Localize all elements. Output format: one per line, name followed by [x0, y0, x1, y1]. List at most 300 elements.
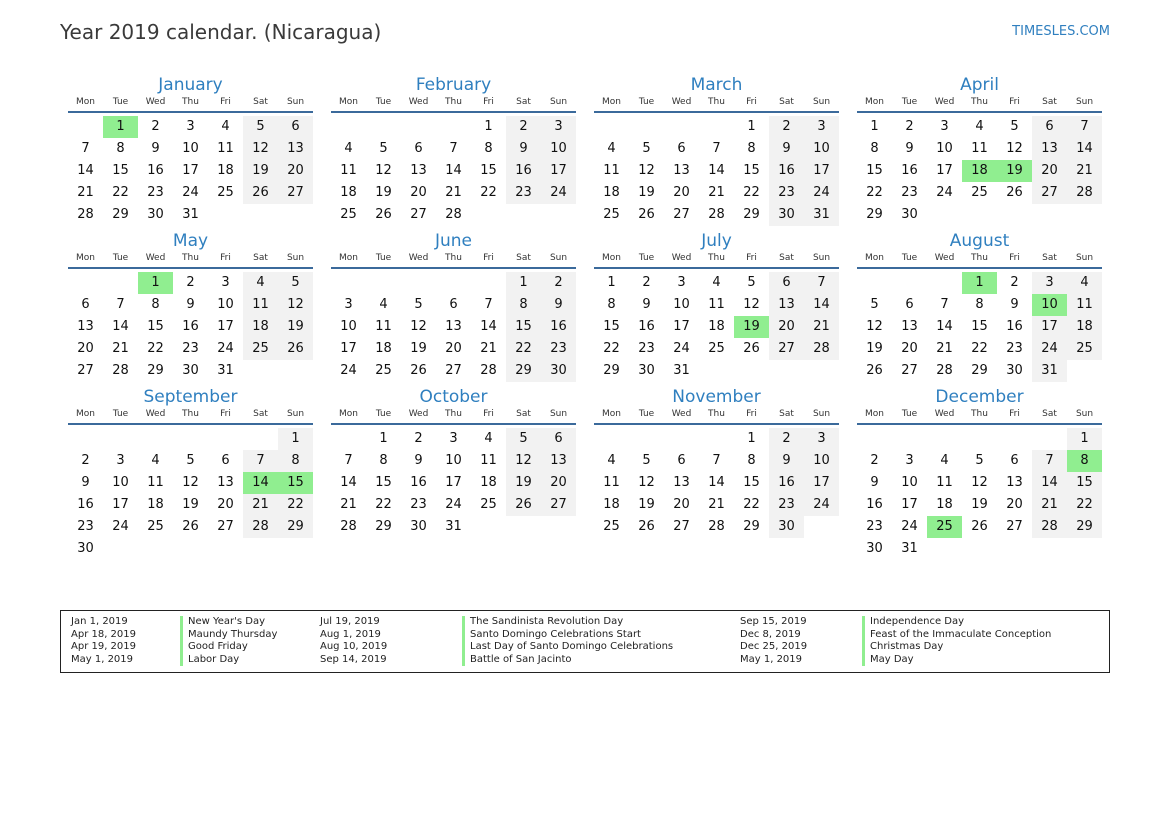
day-cell: 24	[804, 182, 839, 204]
weekday-label: Sat	[1042, 97, 1057, 107]
day-cell: 3	[905, 453, 914, 468]
day-cell: 30	[147, 207, 164, 222]
day-cell: 14	[1032, 472, 1067, 494]
day-cell: 16	[638, 319, 655, 334]
day-cell: 5	[1010, 119, 1019, 134]
weekday-header	[594, 408, 839, 425]
weekday-label: Sat	[1042, 253, 1057, 263]
day-cell: 9	[642, 297, 651, 312]
day-cell: 29	[506, 360, 541, 382]
weekday-label: Tue	[901, 409, 918, 419]
day-cell: 7	[940, 297, 949, 312]
day-cell: 8	[151, 297, 160, 312]
day-cell: 7	[344, 453, 353, 468]
day-cell: 5	[379, 141, 388, 156]
month-january	[68, 74, 313, 226]
empty-cell	[857, 272, 892, 294]
day-cell: 14	[112, 319, 129, 334]
holiday-name: Santo Domingo Celebrations Start	[462, 629, 673, 642]
day-cell: 21	[77, 185, 94, 200]
month-name: May	[172, 231, 209, 251]
day-cell: 27	[1032, 182, 1067, 204]
month-name: March	[690, 75, 743, 95]
day-cell: 9	[870, 475, 879, 490]
weekday-label: Sun	[812, 253, 831, 263]
day-cell: 31	[804, 204, 839, 226]
empty-cell	[68, 272, 103, 294]
day-cell: 13	[77, 319, 94, 334]
day-cell: 4	[243, 272, 278, 294]
day-cell: 1	[1067, 428, 1102, 450]
day-cell: 15	[1067, 472, 1102, 494]
day-cell: 21	[112, 341, 129, 356]
day-cell: 12	[638, 163, 655, 178]
day-cell: 31	[217, 363, 234, 378]
weekday-label: Wed	[408, 97, 429, 107]
empty-cell	[103, 272, 138, 294]
day-cell: 11	[971, 141, 988, 156]
day-cell: 20	[1006, 497, 1023, 512]
day-cell: 17	[340, 341, 357, 356]
day-cell: 7	[116, 297, 125, 312]
empty-cell	[436, 272, 471, 294]
day-cell: 6	[1010, 453, 1019, 468]
weekday-header	[331, 96, 576, 113]
weekday-label: Sun	[812, 409, 831, 419]
day-cell: 23	[1006, 341, 1023, 356]
day-cell: 31	[445, 519, 462, 534]
weekday-label: Wed	[671, 409, 692, 419]
holiday-date: May 1, 2019	[71, 653, 134, 665]
day-cell: 3	[449, 431, 458, 446]
holiday-legend	[60, 610, 1110, 673]
empty-cell	[471, 272, 506, 294]
empty-cell	[208, 428, 243, 450]
day-cell: 7	[449, 141, 458, 156]
day-cell: 15	[480, 163, 497, 178]
month-may	[68, 230, 313, 382]
day-cell: 1	[506, 272, 541, 294]
weekday-header	[68, 252, 313, 269]
day-cell: 19	[243, 160, 278, 182]
day-cell: 6	[278, 116, 313, 138]
day-cell: 16	[410, 475, 427, 490]
weekday-label: Mon	[76, 253, 95, 263]
day-cell: 15	[743, 163, 760, 178]
day-cell: 4	[940, 453, 949, 468]
day-cell: 20	[769, 316, 804, 338]
empty-cell	[927, 428, 962, 450]
day-cell: 13	[445, 319, 462, 334]
day-cell: 5	[186, 453, 195, 468]
day-cell: 10	[673, 297, 690, 312]
day-cell: 19	[866, 341, 883, 356]
weekday-label: Sun	[286, 253, 305, 263]
holiday-date: Apr 18, 2019	[71, 628, 137, 640]
day-cell: 30	[77, 541, 94, 556]
day-cell: 18	[1067, 316, 1102, 338]
day-cell: 17	[804, 472, 839, 494]
weekday-label: Wed	[145, 253, 166, 263]
empty-cell	[401, 116, 436, 138]
weekday-label: Sat	[516, 97, 531, 107]
day-cell: 3	[940, 119, 949, 134]
weekday-label: Thu	[708, 253, 725, 263]
day-cell: 16	[901, 163, 918, 178]
legend-dates-column	[71, 616, 136, 666]
day-cell: 8	[379, 453, 388, 468]
day-cell: 17	[445, 475, 462, 490]
day-cell: 2	[506, 116, 541, 138]
day-cell: 22	[375, 497, 392, 512]
day-cell: 24	[217, 341, 234, 356]
day-grid	[68, 272, 313, 382]
day-cell: 16	[147, 163, 164, 178]
day-cell: 4	[484, 431, 493, 446]
weekday-label: Sat	[779, 97, 794, 107]
day-cell: 13	[673, 163, 690, 178]
weekday-label: Mon	[865, 253, 884, 263]
day-cell: 22	[743, 185, 760, 200]
day-cell: 14	[77, 163, 94, 178]
weekday-label: Sun	[549, 253, 568, 263]
holiday-day-cell: 18	[962, 160, 997, 182]
month-name: August	[949, 231, 1010, 251]
day-cell: 25	[217, 185, 234, 200]
weekday-label: Sun	[812, 97, 831, 107]
day-cell: 23	[147, 185, 164, 200]
day-cell: 4	[151, 453, 160, 468]
day-cell: 17	[541, 160, 576, 182]
day-cell: 7	[81, 141, 90, 156]
day-cell: 28	[804, 338, 839, 360]
holiday-name: Christmas Day	[862, 641, 1051, 654]
weekday-label: Tue	[901, 253, 918, 263]
day-cell: 2	[905, 119, 914, 134]
holiday-name: Labor Day	[180, 654, 277, 667]
weekday-label: Thu	[971, 97, 988, 107]
month-march	[594, 74, 839, 226]
day-cell: 19	[278, 316, 313, 338]
day-cell: 21	[936, 341, 953, 356]
weekday-label: Fri	[220, 409, 231, 419]
day-cell: 30	[769, 516, 804, 538]
day-cell: 2	[186, 275, 195, 290]
holiday-name: Good Friday	[180, 641, 277, 654]
day-cell: 18	[936, 497, 953, 512]
day-cell: 5	[243, 116, 278, 138]
day-cell: 6	[221, 453, 230, 468]
month-name: June	[434, 231, 473, 251]
weekday-header	[331, 408, 576, 425]
day-cell: 20	[445, 341, 462, 356]
day-cell: 7	[484, 297, 493, 312]
day-cell: 27	[1006, 519, 1023, 534]
day-cell: 8	[747, 141, 756, 156]
holiday-date: Aug 10, 2019	[320, 641, 388, 653]
day-cell: 29	[866, 207, 883, 222]
day-cell: 6	[769, 272, 804, 294]
empty-cell	[68, 428, 103, 450]
empty-cell	[138, 428, 173, 450]
day-cell: 16	[1006, 319, 1023, 334]
day-cell: 4	[344, 141, 353, 156]
weekday-label: Fri	[483, 409, 494, 419]
day-cell: 25	[603, 519, 620, 534]
weekday-label: Sat	[253, 253, 268, 263]
weekday-header	[857, 252, 1102, 269]
day-cell: 1	[484, 119, 493, 134]
day-cell: 15	[147, 319, 164, 334]
day-cell: 5	[414, 297, 423, 312]
day-cell: 17	[936, 163, 953, 178]
month-name: April	[960, 75, 999, 95]
month-october	[331, 386, 576, 560]
day-cell: 26	[375, 207, 392, 222]
day-cell: 31	[673, 363, 690, 378]
day-cell: 24	[1032, 338, 1067, 360]
day-cell: 9	[769, 450, 804, 472]
day-cell: 23	[866, 519, 883, 534]
weekday-label: Tue	[375, 409, 392, 419]
empty-cell	[699, 116, 734, 138]
weekday-label: Sun	[286, 97, 305, 107]
day-cell: 30	[901, 207, 918, 222]
weekday-label: Sun	[549, 409, 568, 419]
day-cell: 12	[743, 297, 760, 312]
weekday-label: Mon	[339, 97, 358, 107]
day-cell: 7	[243, 450, 278, 472]
day-cell: 20	[77, 341, 94, 356]
month-november	[594, 386, 839, 560]
day-cell: 10	[936, 141, 953, 156]
day-cell: 14	[445, 163, 462, 178]
month-february	[331, 74, 576, 226]
day-cell: 6	[905, 297, 914, 312]
weekday-label: Thu	[445, 97, 462, 107]
day-cell: 8	[484, 141, 493, 156]
legend-names-column	[180, 616, 277, 666]
day-cell: 5	[642, 141, 651, 156]
day-cell: 30	[769, 204, 804, 226]
day-cell: 3	[804, 428, 839, 450]
day-cell: 12	[182, 475, 199, 490]
day-cell: 8	[506, 294, 541, 316]
day-cell: 19	[182, 497, 199, 512]
day-cell: 26	[866, 363, 883, 378]
day-cell: 12	[243, 138, 278, 160]
day-cell: 24	[445, 497, 462, 512]
day-cell: 27	[673, 207, 690, 222]
weekday-label: Tue	[112, 97, 129, 107]
day-cell: 16	[77, 497, 94, 512]
day-cell: 20	[1032, 160, 1067, 182]
holiday-date: Sep 14, 2019	[320, 653, 387, 665]
day-cell: 21	[804, 316, 839, 338]
day-cell: 25	[243, 338, 278, 360]
day-cell: 2	[151, 119, 160, 134]
day-cell: 28	[112, 363, 129, 378]
day-cell: 29	[112, 207, 129, 222]
day-cell: 31	[901, 541, 918, 556]
day-cell: 18	[375, 341, 392, 356]
weekday-label: Mon	[865, 409, 884, 419]
day-cell: 26	[506, 494, 541, 516]
site-link[interactable]: TIMESLES.COM	[1012, 24, 1110, 39]
day-cell: 16	[769, 160, 804, 182]
day-cell: 30	[541, 360, 576, 382]
day-cell: 29	[147, 363, 164, 378]
day-grid	[857, 428, 1102, 560]
day-cell: 25	[375, 363, 392, 378]
day-cell: 10	[445, 453, 462, 468]
weekday-label: Sun	[286, 409, 305, 419]
day-cell: 10	[340, 319, 357, 334]
holiday-date: Aug 1, 2019	[320, 628, 381, 640]
empty-cell	[892, 272, 927, 294]
day-cell: 4	[607, 453, 616, 468]
day-cell: 17	[1032, 316, 1067, 338]
empty-cell	[857, 428, 892, 450]
day-cell: 11	[603, 475, 620, 490]
day-cell: 31	[1032, 360, 1067, 382]
weekday-label: Thu	[182, 97, 199, 107]
day-cell: 24	[182, 185, 199, 200]
day-cell: 12	[410, 319, 427, 334]
day-cell: 28	[445, 207, 462, 222]
day-cell: 20	[673, 185, 690, 200]
day-cell: 30	[410, 519, 427, 534]
empty-cell	[436, 116, 471, 138]
weekday-header	[594, 96, 839, 113]
day-cell: 15	[375, 475, 392, 490]
holiday-day-cell: 19	[734, 316, 769, 338]
weekday-label: Wed	[145, 97, 166, 107]
day-cell: 2	[769, 428, 804, 450]
day-cell: 12	[866, 319, 883, 334]
weekday-label: Wed	[408, 253, 429, 263]
day-cell: 19	[410, 341, 427, 356]
day-cell: 26	[971, 519, 988, 534]
day-cell: 21	[708, 497, 725, 512]
day-cell: 27	[769, 338, 804, 360]
day-cell: 14	[480, 319, 497, 334]
weekday-label: Fri	[746, 97, 757, 107]
day-cell: 29	[743, 519, 760, 534]
empty-cell	[366, 116, 401, 138]
day-cell: 26	[182, 519, 199, 534]
day-cell: 10	[804, 138, 839, 160]
empty-cell	[243, 428, 278, 450]
day-cell: 9	[186, 297, 195, 312]
day-cell: 9	[151, 141, 160, 156]
day-cell: 24	[804, 494, 839, 516]
weekday-label: Fri	[483, 253, 494, 263]
day-cell: 2	[414, 431, 423, 446]
day-cell: 2	[769, 116, 804, 138]
holiday-date: Apr 19, 2019	[71, 641, 137, 653]
weekday-label: Mon	[339, 409, 358, 419]
day-cell: 14	[340, 475, 357, 490]
holiday-day-cell: 10	[1032, 294, 1067, 316]
day-cell: 26	[638, 207, 655, 222]
weekday-label: Tue	[375, 253, 392, 263]
day-cell: 18	[243, 316, 278, 338]
day-cell: 9	[81, 475, 90, 490]
day-cell: 9	[905, 141, 914, 156]
day-cell: 11	[603, 163, 620, 178]
day-cell: 18	[603, 497, 620, 512]
day-cell: 27	[901, 363, 918, 378]
day-cell: 3	[677, 275, 686, 290]
day-cell: 28	[936, 363, 953, 378]
day-cell: 30	[182, 363, 199, 378]
weekday-label: Wed	[408, 409, 429, 419]
day-cell: 11	[147, 475, 164, 490]
day-cell: 21	[1032, 494, 1067, 516]
day-cell: 9	[414, 453, 423, 468]
weekday-label: Wed	[671, 97, 692, 107]
weekday-label: Fri	[1009, 253, 1020, 263]
day-cell: 22	[112, 185, 129, 200]
empty-cell	[331, 116, 366, 138]
day-grid	[594, 428, 839, 538]
weekday-label: Mon	[602, 97, 621, 107]
weekday-label: Thu	[708, 409, 725, 419]
holiday-name: Independence Day	[862, 616, 1051, 629]
holiday-day-cell: 14	[243, 472, 278, 494]
empty-cell	[962, 428, 997, 450]
day-cell: 22	[506, 338, 541, 360]
day-cell: 24	[541, 182, 576, 204]
weekday-label: Thu	[708, 97, 725, 107]
day-cell: 28	[1067, 182, 1102, 204]
day-cell: 13	[217, 475, 234, 490]
legend-dates-column	[740, 616, 807, 666]
day-cell: 23	[77, 519, 94, 534]
weekday-label: Wed	[934, 253, 955, 263]
day-grid	[594, 116, 839, 226]
day-cell: 26	[638, 519, 655, 534]
month-name: October	[419, 387, 488, 407]
day-cell: 28	[243, 516, 278, 538]
day-cell: 1	[607, 275, 616, 290]
day-cell: 16	[506, 160, 541, 182]
day-cell: 18	[340, 185, 357, 200]
month-september	[68, 386, 313, 560]
day-cell: 29	[1067, 516, 1102, 538]
weekday-label: Mon	[602, 253, 621, 263]
day-cell: 27	[541, 494, 576, 516]
day-cell: 26	[243, 182, 278, 204]
holiday-day-cell: 1	[962, 272, 997, 294]
weekday-label: Tue	[638, 97, 655, 107]
day-cell: 25	[708, 341, 725, 356]
day-cell: 6	[1032, 116, 1067, 138]
day-cell: 5	[506, 428, 541, 450]
day-cell: 7	[1032, 450, 1067, 472]
month-name: November	[672, 387, 761, 407]
day-cell: 7	[1067, 116, 1102, 138]
day-cell: 18	[147, 497, 164, 512]
holiday-day-cell: 1	[138, 272, 173, 294]
day-cell: 17	[673, 319, 690, 334]
weekday-label: Thu	[182, 409, 199, 419]
day-cell: 16	[182, 319, 199, 334]
day-cell: 28	[340, 519, 357, 534]
day-cell: 24	[112, 519, 129, 534]
day-cell: 15	[743, 475, 760, 490]
